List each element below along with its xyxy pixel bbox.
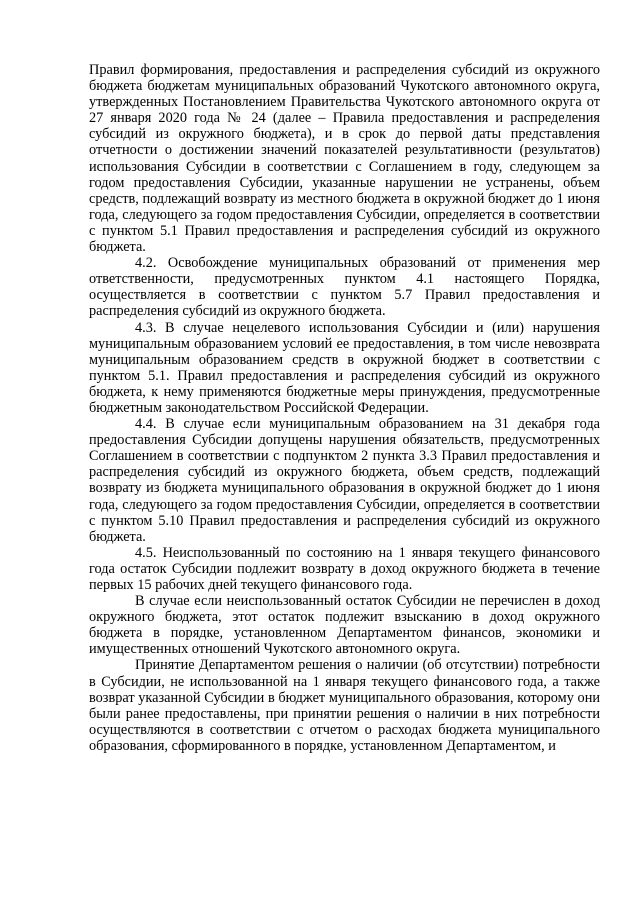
paragraph-4-3: 4.3. В случае нецелевого использования Субсидии и (или) нарушения муниципальным образованием условий ее предоставления, в том числе невозврата муниципальным образованием средств в окружной бюджет в соответствии с пунктом 5.1. Правил предоставления и распределения субсидий из окружного бюджета, к нему применяются бюджетные меры принуждения, предусмотренные бюджетным законодательством Российской Федерации. <box>89 319 600 416</box>
document-page <box>89 62 600 754</box>
paragraph-4-5: 4.5. Неиспользованный по состоянию на 1 января текущего финансового года остаток Субсидии подлежит возврату в доход окружного бюджета в течение первых 15 рабочих дней текущего финансового года. <box>89 544 600 593</box>
paragraph-department-decision: Принятие Департаментом решения о наличии (об отсутствии) потребности в Субсидии, не использованной на 1 января текущего финансового года, а также возврат указанной Субсидии в бюджет муниципального образования, которому они были ранее предоставлены, при принятии решения о наличии в них потребности осуществляются в соответствии с отчетом о расходах бюджета муниципального образования, сформированного в порядке, установленном Департаментом, и <box>89 657 600 754</box>
paragraph-4-2: 4.2. Освобождение муниципальных образований от применения мер ответственности, предусмотренных пунктом 4.1 настоящего Порядка, осуществляется в соответствии с пунктом 5.7 Правил предоставления и распределения субсидий из окружного бюджета. <box>89 255 600 320</box>
paragraph-unused-balance: В случае если неиспользованный остаток Субсидии не перечислен в доход окружного бюджета, этот остаток подлежит взысканию в доход окружного бюджета в порядке, установленном Департаментом финансов, экономики и имущественных отношений Чукотского автономного округа. <box>89 593 600 658</box>
paragraph-rules-continuation: Правил формирования, предоставления и распределения субсидий из окружного бюджета бюджетам муниципальных образований Чукотского автономного округа, утвержденных Постановлением Правительства Чукотского автономного округа от 27 января 2020 года № 24 (далее – Правила предоставления и распределения субсидий из окружного бюджета), и в срок до первой даты представления отчетности о достижении значений показателей результативности (результатов) использования Субсидии в соответствии с Соглашением в году, следующем за годом предоставления Субсидии, указанные нарушении не устранены, объем средств, подлежащий возврату из местного бюджета в окружной бюджет до 1 июня года, следующего за годом предоставления Субсидии, определяется в соответствии с пунктом 5.1 Правил предоставления и распределения субсидий из окружного бюджета. <box>89 62 600 256</box>
paragraph-4-4: 4.4. В случае если муниципальным образованием на 31 декабря года предоставления Субсидии допущены нарушения обязательств, предусмотренных Соглашением в соответствии с подпунктом 2 пункта 3.3 Правил предоставления и распределения субсидий из окружного бюджета, объем средств, подлежащий возврату из бюджета муниципального образования в окружной бюджет до 1 июня года, следующего за годом предоставления Субсидии, определяется в соответствии с пунктом 5.10 Правил предоставления и распределения субсидий из окружного бюджета. <box>89 416 600 545</box>
